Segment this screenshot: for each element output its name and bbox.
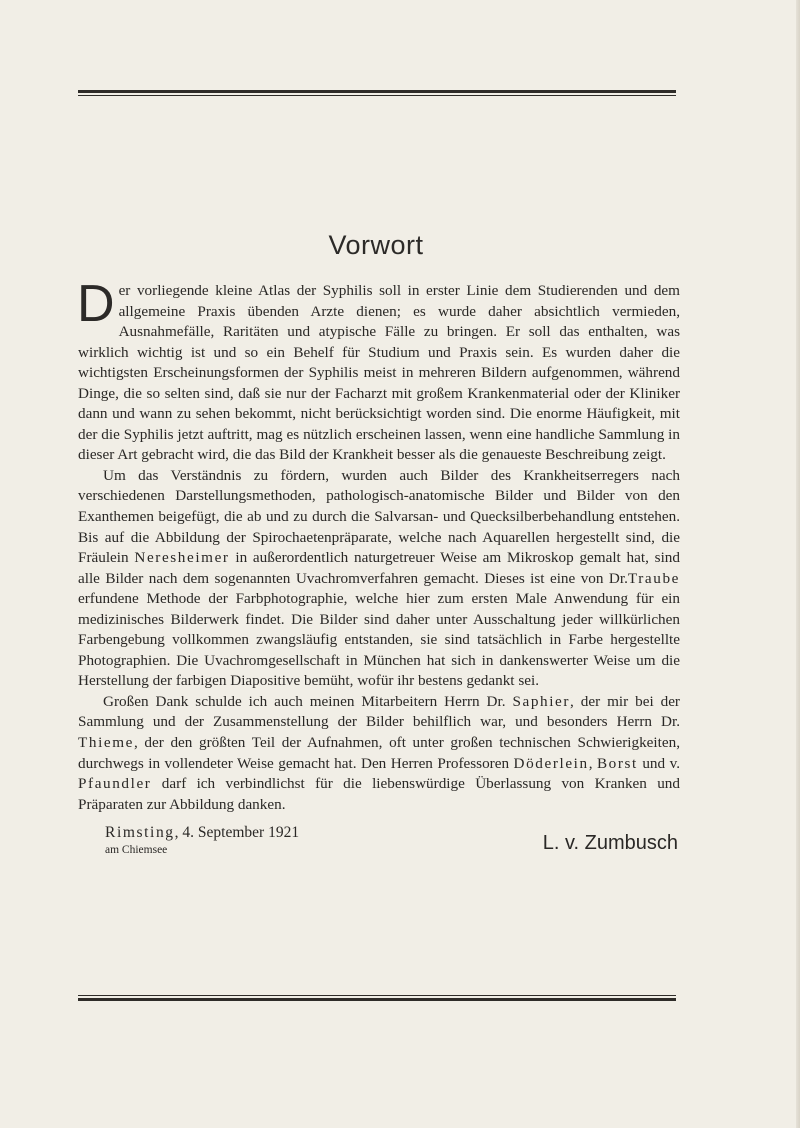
bottom-rule-thick-line — [78, 998, 676, 1001]
paragraph — [78, 466, 680, 692]
author-signature: L. v. Zumbusch — [542, 832, 678, 854]
text-run: Um das Verständnis zu fördern, wurden auch Bilder des Krankheitserregers nach verschiedenen Darstellungsmethoden, pathologisch-anatomische Bilder und Bilder von den Exanthemen beigefügt, die ab und zu durch die Salvarsan- und Quecksilberbehandlung entstehen. Bis auf die Abbildung der Spirochaetenpräparate, welche nach Aquarellen hergestellt sind, die Fräulein — [78, 466, 680, 567]
place-subline: am Chiemsee — [105, 844, 168, 856]
preface-text — [77, 275, 680, 815]
spaced-name: Döderlein — [513, 754, 589, 772]
page-title: Vorwort — [328, 230, 424, 260]
text-run: , der mir bei der Sammlung und der Zusammenstellung der Bilder behilflich war, und besonders Herrn Dr. — [78, 692, 680, 731]
place-and-date — [105, 824, 299, 857]
text-run: und v. — [637, 754, 680, 772]
top-rule-thin-line — [78, 95, 676, 96]
paragraph — [77, 275, 680, 466]
place-date: , 4. September 1921 — [174, 824, 300, 841]
top-rule-thick-line — [78, 90, 676, 93]
spaced-name: Saphier — [512, 692, 571, 710]
text-run: darf ich verbindlichst für die liebenswürdige Überlassung von Kranken und Präparaten zur Abbildung danken. — [78, 775, 680, 813]
spaced-name: Borst — [596, 754, 638, 772]
text-run: erfundene Methode der Farbphotographie, welche hier zum ersten Male Anwendung für ein medizinisches Bilderwerk findet. Die Bilder sind daher unter Ausschaltung jeder willkürlichen Farbengebung vollkommen zwangsläufig entstanden, sie sind tatsächlich in Farbe hergestellte Photographien. Die Uvachromgesellschaft in München hat sich in dankenswerter Weise um die Herstellung der farbigen Diapositive bemüht, wofür ihr bestens gedankt sei. — [78, 590, 680, 690]
text-run: er vorliegende kleine Atlas der Syphilis soll in erster Linie dem Studierenden und dem allgemeine Praxis übenden Arzte dienen; es wurde daher absichtlich vermieden, Ausnahmefälle, Raritäten und atypische Fälle zu bringen. Er soll das enthalten, was wirklich wichtig ist und so ein Behelf für Studium und Praxis sein. Es wurden daher die wichtigsten Erscheinungsformen der Syphilis meist in mehreren Bildern aufgenommen, während Dinge, die so selten sind, daß sie nur der Facharzt mit großem Krankenmaterial oder der Kliniker dann und wann zu sehen bekommt, nicht berücksichtigt worden sind. Die enorme Häufigkeit, mit der die Syphilis jetzt auftritt, mag es nützlich erscheinen lassen, wenn eine handliche Sammlung in dieser Art gebracht wird, die das Bild der Krankheit besser als die genaueste Beschreibung zeigt. — [78, 282, 680, 464]
text-run: , — [588, 754, 597, 772]
drop-cap: D — [77, 275, 115, 333]
text-run: Großen Dank schulde ich auch meinen Mitarbeitern Herrn Dr. — [103, 692, 513, 710]
place-date-line — [105, 824, 299, 842]
spaced-name: Thieme — [78, 734, 134, 752]
text-run: , der den größten Teil der Aufnahmen, oft unter großen technischen Schwierigkeiten, durchwegs in vollendeter Weise gemacht hat. Den Herren Professoren — [78, 734, 680, 772]
page-edge — [796, 0, 800, 1128]
place-town: Rimsting — [105, 824, 175, 841]
spaced-name: Pfaundler — [78, 775, 152, 793]
paragraph — [78, 692, 680, 815]
bottom-rule-thin-line — [78, 995, 676, 996]
spaced-name: Neresheimer — [134, 549, 230, 567]
spaced-name: Traube — [627, 569, 680, 587]
text-run: in außerordentlich naturgetreuer Weise am Mikroskop gemalt hat, sind alle Bilder nach dem sogenannten Uvachromverfahren gemacht. Dieses ist eine von Dr. — [78, 549, 680, 587]
